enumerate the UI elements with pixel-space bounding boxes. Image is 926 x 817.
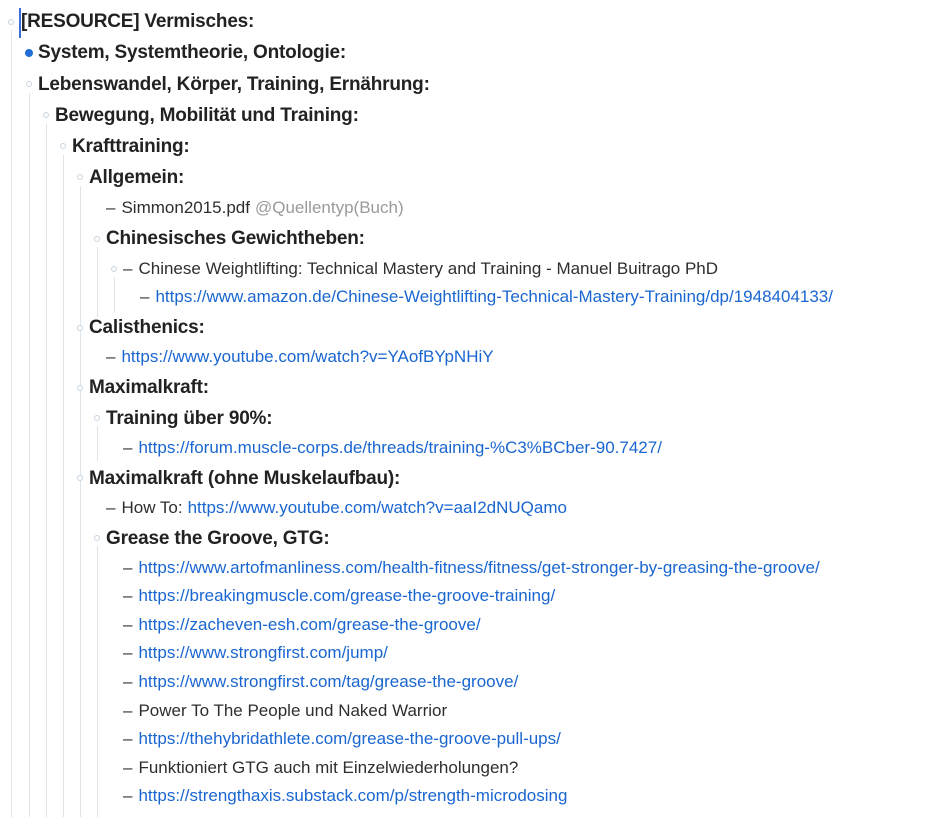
collapsed-bullet-icon[interactable] bbox=[25, 49, 33, 57]
dash-icon: – bbox=[123, 438, 133, 457]
dash-icon: – bbox=[106, 198, 116, 217]
indent-guide bbox=[80, 186, 81, 817]
section-krafttraining[interactable] bbox=[72, 135, 190, 159]
dash-icon: – bbox=[123, 558, 133, 577]
collapse-bullet-icon[interactable] bbox=[77, 475, 83, 481]
indent-guide bbox=[97, 247, 98, 317]
section-allgemein-text: Allgemein: bbox=[89, 167, 185, 188]
collapse-bullet-icon[interactable] bbox=[94, 236, 100, 242]
section-gtg-text: Grease the Groove, GTG: bbox=[106, 528, 330, 549]
section-chinesisch-text: Chinesisches Gewichtheben: bbox=[106, 228, 365, 249]
section-chinesisch[interactable] bbox=[106, 227, 365, 251]
section-gtg[interactable] bbox=[106, 527, 329, 551]
indent-guide bbox=[97, 426, 98, 461]
note-chinese-link[interactable] bbox=[140, 286, 833, 308]
dash-icon: – bbox=[106, 498, 116, 517]
zacheven-esh-link[interactable]: https://zacheven-esh.com/grease-the-groove/ bbox=[138, 615, 481, 634]
collapse-bullet-icon[interactable] bbox=[60, 143, 66, 149]
dash-icon: – bbox=[123, 758, 133, 777]
dash-icon: – bbox=[123, 672, 133, 691]
forum-link[interactable]: https://forum.muscle-corps.de/threads/training-%C3%BCber-90.7427/ bbox=[138, 438, 662, 457]
youtube-link[interactable]: https://www.youtube.com/watch?v=YAofBYpNHiY bbox=[121, 347, 494, 366]
dash-icon: – bbox=[123, 729, 133, 748]
collapse-bullet-icon[interactable] bbox=[77, 174, 83, 180]
note-howto[interactable] bbox=[106, 497, 567, 519]
dash-icon: – bbox=[123, 615, 133, 634]
indent-guide bbox=[11, 30, 12, 817]
note-chinese-book[interactable] bbox=[123, 258, 718, 280]
collapse-bullet-icon[interactable] bbox=[77, 385, 83, 391]
section-maximalkraft[interactable] bbox=[89, 376, 209, 400]
dash-icon: – bbox=[123, 701, 133, 720]
list-item[interactable] bbox=[123, 557, 820, 579]
collapse-bullet-icon[interactable] bbox=[94, 415, 100, 421]
list-item[interactable] bbox=[123, 671, 518, 693]
howto-prefix: How To: bbox=[121, 498, 183, 517]
indent-guide bbox=[63, 155, 64, 817]
dash-icon: – bbox=[106, 347, 116, 366]
section-bewegung-text: Bewegung, Mobilität und Training: bbox=[55, 105, 359, 126]
section-krafttraining-text: Krafttraining: bbox=[72, 136, 190, 157]
section-lebenswandel-text: Lebenswandel, Körper, Training, Ernährung: bbox=[38, 74, 430, 95]
simmon-file: Simmon2015.pdf bbox=[121, 198, 250, 217]
dash-icon: – bbox=[140, 287, 150, 306]
gtg-question-text: Funktioniert GTG auch mit Einzelwiederholungen? bbox=[138, 758, 519, 777]
indent-guide bbox=[97, 546, 98, 817]
artofmanliness-link[interactable]: https://www.artofmanliness.com/health-fitness/fitness/get-stronger-by-greasing-the-groove/ bbox=[138, 558, 820, 577]
breakingmuscle-link[interactable]: https://breakingmuscle.com/grease-the-groove-training/ bbox=[138, 586, 556, 605]
root-heading-text: [RESOURCE] Vermisches: bbox=[21, 11, 255, 32]
indent-guide bbox=[114, 277, 115, 312]
section-maximalkraft-ohne[interactable] bbox=[89, 467, 400, 491]
section-lebenswandel[interactable] bbox=[38, 73, 430, 97]
collapse-bullet-icon[interactable] bbox=[77, 325, 83, 331]
list-item[interactable] bbox=[123, 757, 518, 779]
root-heading[interactable] bbox=[21, 10, 254, 34]
youtube-link[interactable]: https://www.youtube.com/watch?v=aaI2dNUQamo bbox=[187, 498, 567, 517]
indent-guide bbox=[46, 124, 47, 817]
section-maximalkraft-ohne-text: Maximalkraft (ohne Muskelaufbau): bbox=[89, 468, 401, 489]
source-type-tag[interactable]: @Quellentyp(Buch) bbox=[255, 198, 404, 217]
chinese-book-title: Chinese Weightlifting: Technical Mastery and Training - Manuel Buitrago PhD bbox=[138, 259, 719, 278]
strongfirst-jump-link[interactable]: https://www.strongfirst.com/jump/ bbox=[138, 643, 388, 662]
section-system-text: System, Systemtheorie, Ontologie: bbox=[38, 42, 347, 63]
note-calisthenics-link[interactable] bbox=[106, 346, 494, 368]
collapse-bullet-icon[interactable] bbox=[8, 19, 14, 25]
list-item[interactable] bbox=[123, 700, 447, 722]
gtg-note-text: Power To The People und Naked Warrior bbox=[138, 701, 448, 720]
amazon-link[interactable]: https://www.amazon.de/Chinese-Weightlifting-Technical-Mastery-Training/dp/1948404133/ bbox=[155, 287, 833, 306]
collapse-bullet-icon[interactable] bbox=[43, 112, 49, 118]
section-calisthenics-text: Calisthenics: bbox=[89, 317, 205, 338]
hybridathlete-link[interactable]: https://thehybridathlete.com/grease-the-groove-pull-ups/ bbox=[138, 729, 561, 748]
note-simmon[interactable] bbox=[106, 197, 404, 219]
collapse-bullet-icon[interactable] bbox=[94, 535, 100, 541]
section-allgemein[interactable] bbox=[89, 166, 184, 190]
collapse-bullet-icon[interactable] bbox=[26, 81, 32, 87]
list-item[interactable] bbox=[123, 614, 481, 636]
dash-icon: – bbox=[123, 786, 133, 805]
list-item[interactable] bbox=[123, 642, 388, 664]
dash-icon: – bbox=[123, 643, 133, 662]
indent-guide bbox=[29, 93, 30, 817]
section-training90-text: Training über 90%: bbox=[106, 408, 273, 429]
strongfirst-tag-link[interactable]: https://www.strongfirst.com/tag/grease-the-groove/ bbox=[138, 672, 519, 691]
collapse-bullet-icon[interactable] bbox=[111, 266, 117, 272]
section-training90[interactable] bbox=[106, 407, 272, 431]
list-item[interactable] bbox=[123, 728, 561, 750]
section-system[interactable] bbox=[38, 41, 346, 65]
dash-icon: – bbox=[123, 259, 133, 278]
section-bewegung[interactable] bbox=[55, 104, 359, 128]
note-training90-link[interactable] bbox=[123, 437, 662, 459]
strengthaxis-link[interactable]: https://strengthaxis.substack.com/p/strength-microdosing bbox=[138, 786, 568, 805]
dash-icon: – bbox=[123, 586, 133, 605]
section-calisthenics[interactable] bbox=[89, 316, 205, 340]
list-item[interactable] bbox=[123, 785, 567, 807]
list-item[interactable] bbox=[123, 585, 555, 607]
section-maximalkraft-text: Maximalkraft: bbox=[89, 377, 209, 398]
